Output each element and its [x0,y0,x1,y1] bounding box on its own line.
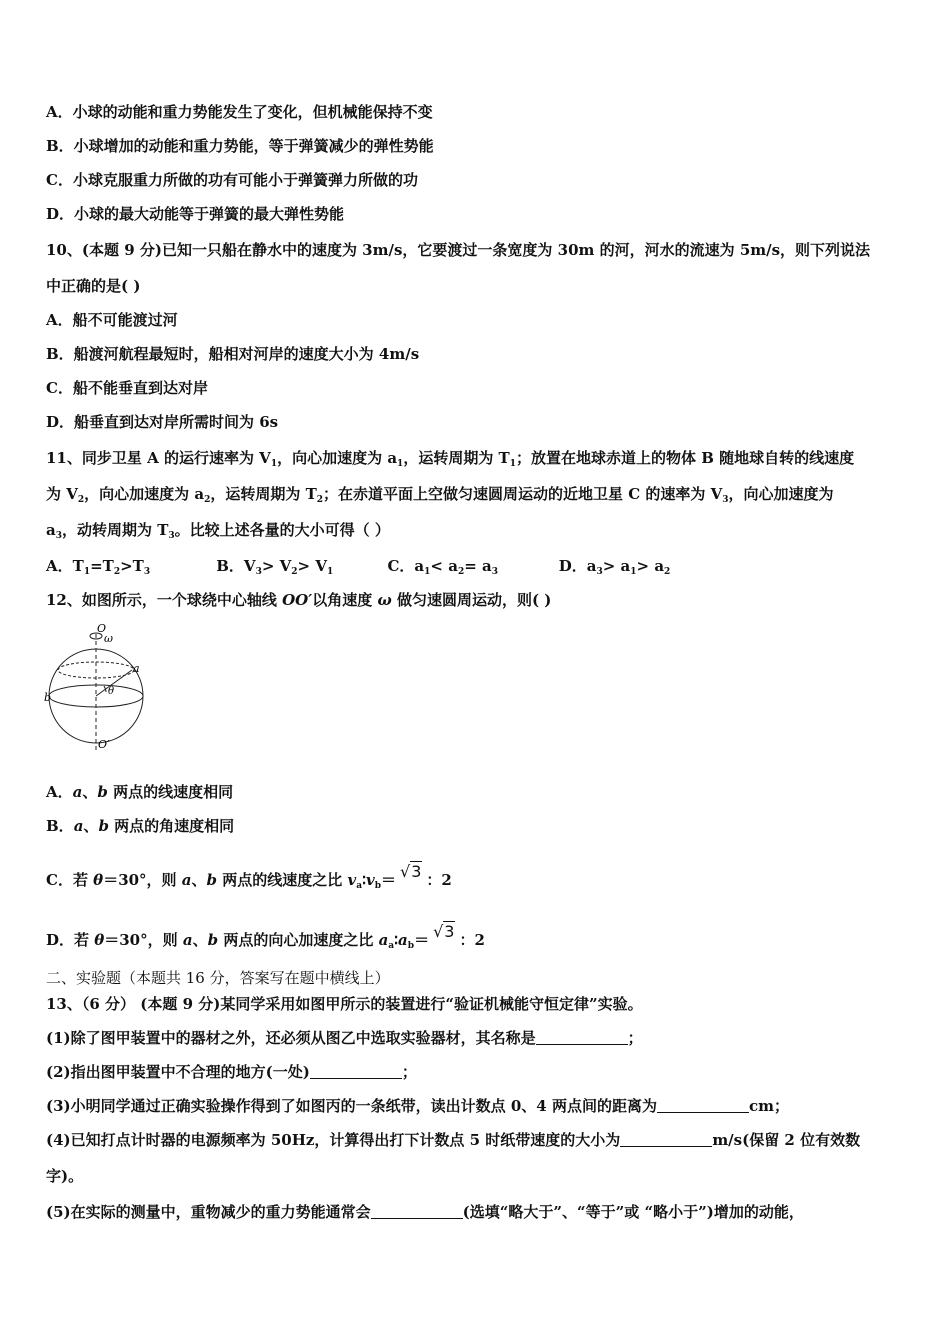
theta-arc [104,686,106,692]
q11-stem-line1: 11、同步卫星 A 的运行速率为 $V_1$，向心加速度为 $a_1$，运转周期为 $T_1$；放置在地球赤道上的物体 B 随地球自转的线速度 [46,449,855,469]
q11-option-b: B．$V_3> V_2> V_1$ [216,557,334,577]
answer-blank-1[interactable] [536,1030,628,1045]
q10-option-d: D．船垂直到达对岸所需时间为 6s [46,413,279,431]
sphere-figure [44,620,154,760]
q13-part2: (2)指出图甲装置中不合理的地方(一处) ； [46,1063,417,1081]
q13-part4: (4)已知打点计时器的电源频率为 50Hz，计算得出打下计数点 5 时纸带速度的大小为 m/s(保留 2 位有效数 [46,1131,861,1149]
answer-blank-3[interactable] [657,1098,749,1113]
q10-option-c: C．船不能垂直到达对岸 [46,379,208,397]
q10-option-a: A．船不可能渡过河 [46,311,178,329]
q12-option-c: C．若 θ＝30°，则 a、b 两点的线速度之比 $v_a∶v_b= √3$ ：2 [46,862,452,891]
q12-option-d: D．若 θ＝30°，则 a、b 两点的向心加速度之比 $a_a∶a_b= √3$ ：2 [46,922,485,951]
q13-part3: (3)小明同学通过正确实验操作得到了如图丙的一条纸带，读出计数点 0、4 两点间的距离为 cm； [46,1097,789,1115]
sqrt-3: √3 [400,862,422,881]
q12-option-a: A．a、b 两点的线速度相同 [46,783,234,801]
q11-option-d: D．$a_3> a_1> a_2$ [558,557,671,577]
answer-blank-5[interactable] [371,1204,463,1219]
q11-stem-line2: 为 $V_2$，向心加速度为 $a_2$，运转周期为 $T_2$；在赤道平面上空做匀速圆周运动的近地卫星 C 的速率为 $V_3$，向心加速度为 [46,485,834,505]
q12-option-b: B．a、b 两点的角速度相同 [46,817,235,835]
q11-options [46,556,670,576]
q11-option-c: C．$a_1< a_2= a_3$ [387,557,499,577]
label-o-prime: O′ [98,738,110,751]
q10-stem-line2: 中正确的是( ) [46,277,141,295]
answer-blank-4[interactable] [620,1132,712,1147]
q11-stem-line3: $a_3$，动转周期为 $T_3$。比较上述各量的大小可得（ ） [46,521,390,541]
q9-option-a: A．小球的动能和重力势能发生了变化，但机械能保持不变 [46,103,433,121]
label-o: O [97,622,107,635]
label-omega: ω [104,632,113,645]
answer-blank-2[interactable] [310,1064,402,1079]
q10-option-b: B．船渡河航程最短时，船相对河岸的速度大小为 4m/s [46,345,420,363]
q11-option-a: A．$T_1=T_2>T_3$ [46,557,151,577]
q13-part4-line2: 字)。 [46,1167,84,1185]
q13-stem: 13、（6 分） (本题 9 分)某同学采用如图甲所示的装置进行“验证机械能守恒定律”实验。 [46,995,643,1013]
label-b: b [44,691,52,704]
q13-part5: (5)在实际的测量中，重物减少的重力势能通常会 (选填“略大于”、“等于”或 “略小于”)增加的动能， [46,1203,804,1221]
q9-option-d: D．小球的最大动能等于弹簧的最大弹性势能 [46,205,345,223]
sqrt-3: √3 [433,922,455,941]
q10-stem-line1: 10、(本题 9 分)已知一只船在静水中的速度为 3m/s，它要渡过一条宽度为 30m 的河，河水的流速为 5m/s，则下列说法 [46,241,871,259]
q13-part1: (1)除了图甲装置中的器材之外，还必须从图乙中选取实验器材，其名称是 ； [46,1029,643,1047]
q12-stem: 12、如图所示，一个球绕中心轴线 OO′以角速度 ω 做匀速圆周运动，则( ) [46,591,552,609]
q9-option-b: B．小球增加的动能和重力势能，等于弹簧减少的弹性势能 [46,137,434,155]
label-theta: θ [108,686,115,697]
q9-option-c: C．小球克服重力所做的功有可能小于弹簧弹力所做的功 [46,171,418,189]
section2-title: 二、实验题（本题共 16 分，答案写在题中横线上） [46,969,390,987]
label-a: a [133,662,140,675]
